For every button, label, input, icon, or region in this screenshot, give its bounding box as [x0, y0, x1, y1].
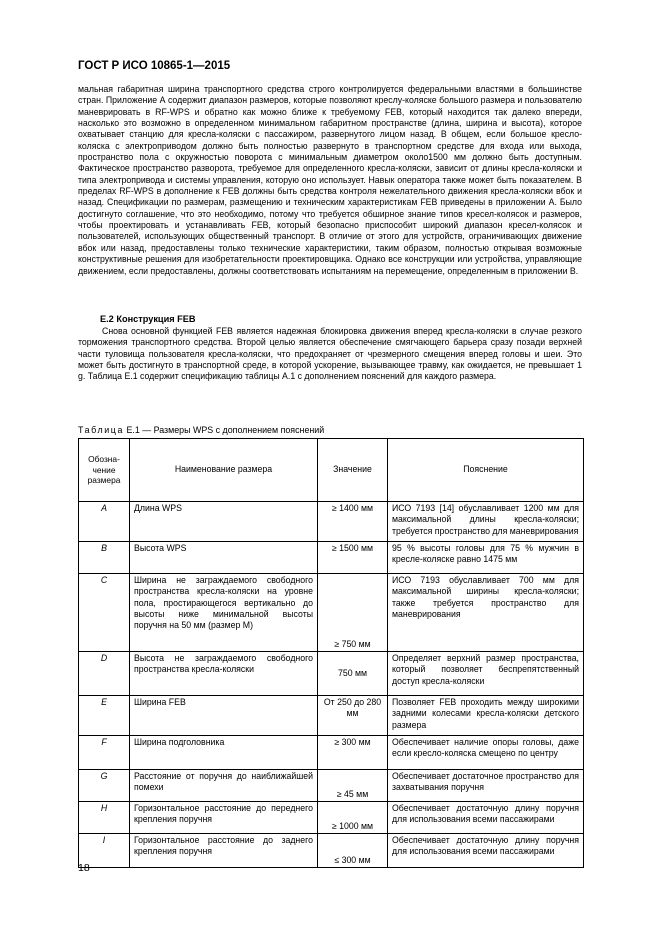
section-heading: Е.2 Конструкция FEB — [100, 314, 196, 324]
cell-note: Обеспечивает достаточное пространство для захватывания поручня — [388, 770, 584, 802]
cell-value: ≥ 300 мм — [318, 736, 388, 770]
cell-name: Горизонтальное расстояние до переднего крепления поручня — [130, 802, 318, 834]
cell-name: Длина WPS — [130, 502, 318, 542]
table-header-row — [79, 439, 584, 502]
cell-note: Обеспечивает наличие опоры головы, даже если кресло-коляска смещено по центру — [388, 736, 584, 770]
cell-value: ≥ 750 мм — [318, 574, 388, 652]
cell-name: Расстояние от поручня до наиближайшей помехи — [130, 770, 318, 802]
cell-name: Ширина подголовника — [130, 736, 318, 770]
table-row — [79, 736, 584, 770]
cell-value: ≥ 45 мм — [318, 770, 388, 802]
table-row — [79, 696, 584, 736]
cell-value: От 250 до 280 мм — [318, 696, 388, 736]
cell-name: Ширина FEB — [130, 696, 318, 736]
table-caption-text: Е.1 — Размеры WPS с дополнением пояснений — [124, 425, 325, 435]
header-note: Пояснение — [388, 439, 584, 502]
paragraph-feb-design: Снова основной функцией FEB является надежная блокировка движения вперед кресла-коляски в случае резкого торможения транспортного средства. Второй целью является обеспечение смягчающего барьера сразу позади верхней части туловища пользователя кресла-коляски, что предохраняет от чрезмерного смещения вперед головы и шеи. Это может быть достигнуто в транспортной среде, в которой ускорение, вызывающее травму, как ожидается, не превышает 1 g. Таблица Е.1 содержит спецификацию таблицы А.1 с дополнением пояснений для каждого размера. — [78, 326, 582, 382]
cell-code: G — [79, 770, 130, 802]
table-row — [79, 542, 584, 574]
cell-name: Горизонтальное расстояние до заднего крепления поручня — [130, 834, 318, 868]
cell-code: D — [79, 652, 130, 696]
cell-value: ≥ 1400 мм — [318, 502, 388, 542]
table-caption-label: Таблица — [78, 425, 124, 435]
cell-note: 95 % высоты головы для 75 % мужчин в кресле-коляске равно 1475 мм — [388, 542, 584, 574]
page-number: 18 — [78, 862, 90, 874]
table-row — [79, 652, 584, 696]
table-row — [79, 770, 584, 802]
table-caption — [78, 425, 324, 435]
cell-note: Обеспечивает достаточную длину поручня для использования всеми пассажирами — [388, 802, 584, 834]
cell-code: H — [79, 802, 130, 834]
table-row — [79, 574, 584, 652]
table-row — [79, 834, 584, 868]
cell-note: Позволяет FEB проходить между широкими задними колесами кресла-коляски детского размера — [388, 696, 584, 736]
table-row — [79, 802, 584, 834]
cell-note: Обеспечивает достаточную длину поручня для использования всеми пассажирами — [388, 834, 584, 868]
cell-code: B — [79, 542, 130, 574]
cell-name: Высота WPS — [130, 542, 318, 574]
header-name: Наименование размера — [130, 439, 318, 502]
cell-value: 750 мм — [318, 652, 388, 696]
paragraph-intro: мальная габаритная ширина транспортного средства строго контролируется федеральными властями в большинстве стран. Приложение А содержит диапазон размеров, которые позволяют креслу-коляске большого размера и пользователю маневрировать в RF-WPS и обратно как можно ближе к требуемому FEB, который находится так далеко впереди, насколько это возможно в определенном минимальном габаритном пространстве (длина, ширина и высота), которое охватывает станцию для кресла-коляски с пассажиром, развернутого лицом назад. В общем, если большое кресло-коляска с электроприводом должно быть полностью развернуто в транспортном средстве для входа или выхода, пространство пола с окружностью поворота с минимальным диаметром около1500 мм должно быть доступным. Фактическое пространство разворота, требуемое для определенного кресла-коляски, зависит от длины кресла-коляски и типа электропривода и системы управления, которую оно использует. Навык оператора также может быть показателем. В пределах RF-WPS в дополнение к FEB должны быть средства контроля нежелательного движения кресла-коляски вбок и назад. Спецификации по размерам, размещению и техническим характеристикам FEB приведены в приложении А. Было достигнуто соглашение, что это необходимо, потому что требуется обширное знание типов кресел-колясок и размеров, чтобы проектировать и устанавливать FEB, который безопасно приспособит широкий диапазон кресел-колясок и пользователей, использующих общественный транспорт. В отличие от этого для устройств, ограничивающих движение вбок или назад, предоставлены только технические характеристики, таким образом, полностью открывая возможные конструктивные решения для изобретательности проектировщика. Однако все конструкции или устройства, управляющие движением, если предоставлены, должны соответствовать испытаниям на перемещение, определенным в приложении В. — [78, 84, 582, 276]
header-code: Обозна- чение размера — [79, 439, 130, 502]
cell-code: E — [79, 696, 130, 736]
cell-code: A — [79, 502, 130, 542]
cell-code: I — [79, 834, 130, 868]
cell-note: ИСО 7193 обуславливает 700 мм для максимальной ширины кресла-коляски; также требуется пространство для маневрирования — [388, 574, 584, 652]
dimensions-table — [78, 438, 584, 868]
cell-name: Ширина не заграждаемого свободного пространства кресла-коляски на уровне пола, простирающегося вертикально до высоты ниже минимальной высоты поручня на 50 мм (размер M) — [130, 574, 318, 652]
cell-name: Высота не заграждаемого свободного пространства кресла-коляски — [130, 652, 318, 696]
cell-note: ИСО 7193 [14] обуславливает 1200 мм для максимальной длины кресла-коляски; требуется пространство для маневрирования — [388, 502, 584, 542]
cell-note: Определяет верхний размер пространства, который позволяет беспрепятственный доступ кресла-коляски — [388, 652, 584, 696]
cell-value: ≤ 300 мм — [318, 834, 388, 868]
document-header: ГОСТ Р ИСО 10865-1—2015 — [78, 60, 231, 72]
cell-value: ≥ 1500 мм — [318, 542, 388, 574]
cell-code: C — [79, 574, 130, 652]
header-value: Значение — [318, 439, 388, 502]
table-row — [79, 502, 584, 542]
cell-value: ≥ 1000 мм — [318, 802, 388, 834]
cell-code: F — [79, 736, 130, 770]
